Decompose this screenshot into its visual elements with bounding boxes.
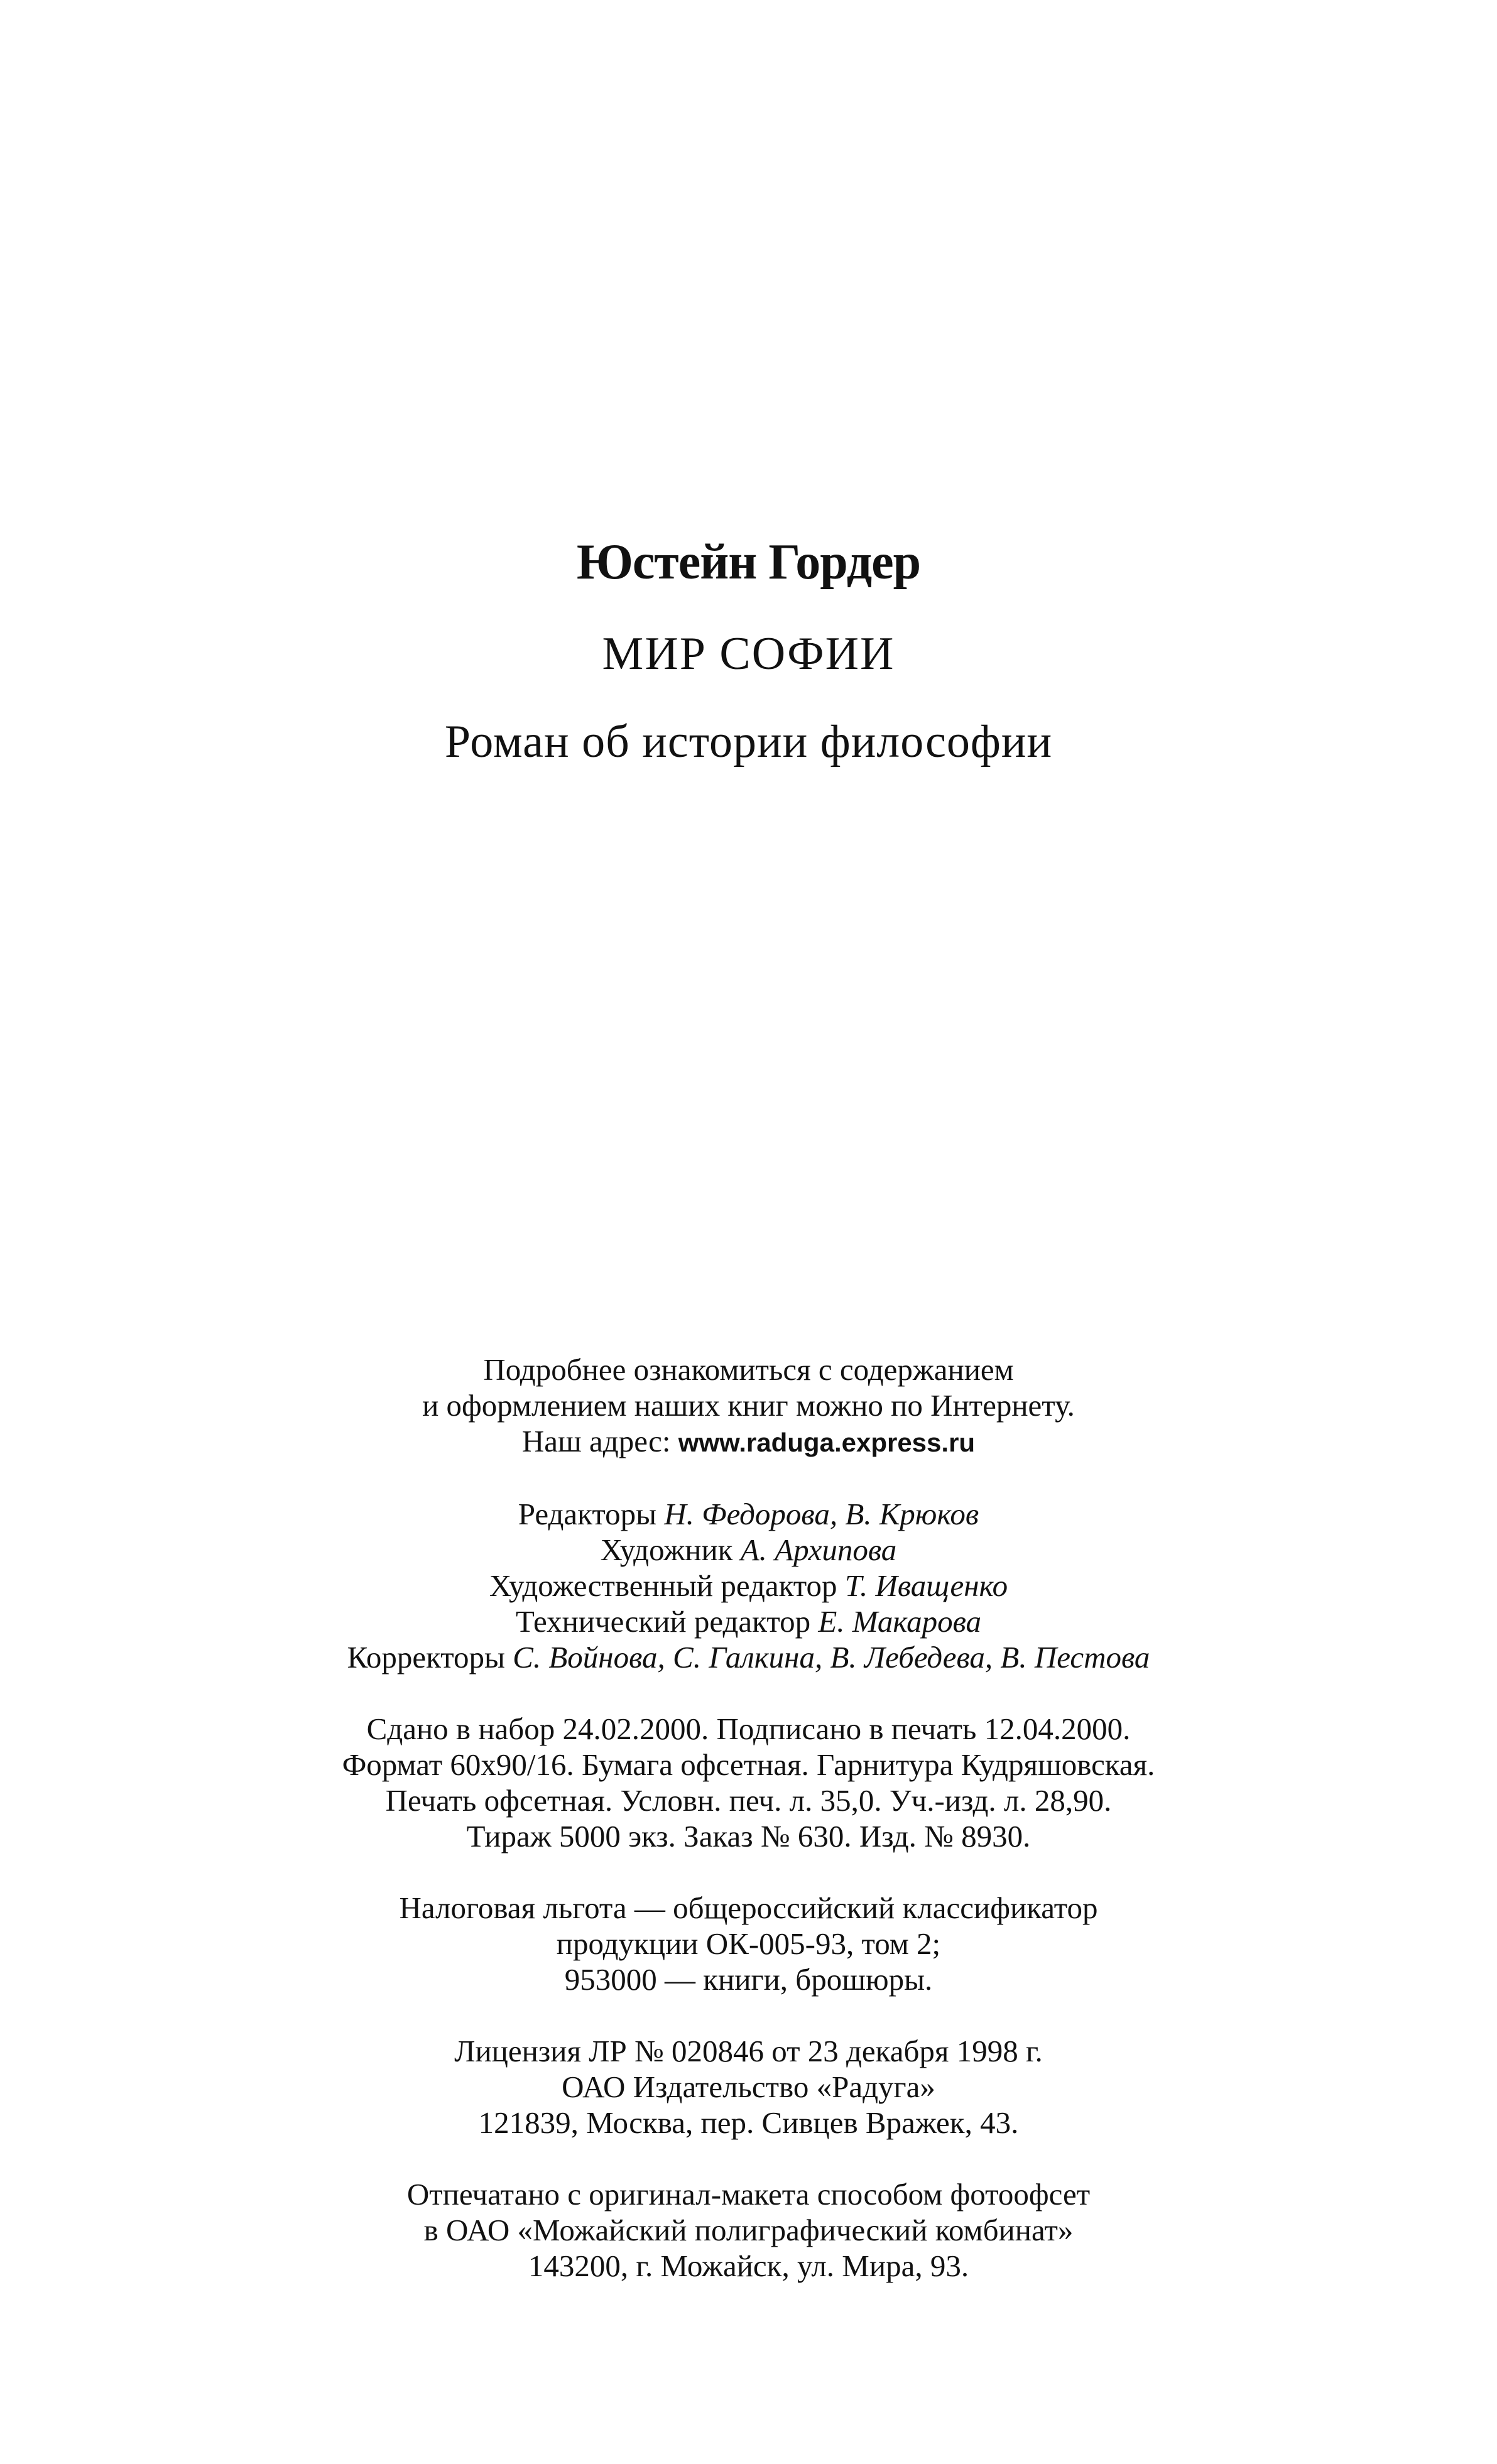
credit-role: Технический редактор	[515, 1604, 811, 1639]
credit-line-proofreaders	[0, 1639, 1497, 1675]
internet-line-2: и оформлением наших книг можно по Интернету.	[422, 1388, 1075, 1423]
internet-info	[0, 1352, 1497, 1460]
print-detail-line: Тираж 5000 экз. Заказ № 630. Изд. № 8930.	[466, 1819, 1031, 1853]
credit-names: А. Архипова	[740, 1533, 897, 1567]
credit-role: Корректоры	[347, 1640, 505, 1674]
author-name: Юстейн Гордер	[576, 535, 921, 590]
credit-names: Е. Макарова	[818, 1604, 982, 1639]
license-line: Лицензия ЛР № 020846 от 23 декабря 1998 г.	[454, 2034, 1043, 2068]
credits	[0, 1496, 1497, 1675]
book-subtitle: Роман об истории философии	[444, 716, 1053, 768]
tax-line: 953000 — книги, брошюры.	[564, 1962, 933, 1997]
website-link[interactable]: www.raduga.express.ru	[678, 1428, 976, 1457]
credit-names: Н. Федорова, В. Крюков	[664, 1497, 979, 1531]
license-info	[0, 2033, 1497, 2141]
credit-line-art-editor	[0, 1568, 1497, 1604]
printer-line: в ОАО «Можайский полиграфический комбинат»	[423, 2213, 1074, 2247]
printer-line: 143200, г. Можайск, ул. Мира, 93.	[528, 2249, 969, 2283]
credit-line-tech-editor	[0, 1604, 1497, 1639]
credit-names: Т. Иващенко	[844, 1568, 1008, 1603]
tax-info	[0, 1890, 1497, 1997]
credit-line-editors	[0, 1496, 1497, 1532]
internet-address-line	[0, 1423, 1497, 1460]
printer-info	[0, 2176, 1497, 2284]
internet-line-1: Подробнее ознакомиться с содержанием	[483, 1352, 1014, 1387]
credit-role: Редакторы	[518, 1497, 657, 1531]
address-label: Наш адрес:	[521, 1424, 671, 1458]
print-detail-line: Печать офсетная. Условн. печ. л. 35,0. Уч.-изд. л. 28,90.	[385, 1783, 1112, 1818]
printer-line: Отпечатано с оригинал-макета способом фотоофсет	[406, 2177, 1091, 2212]
tax-line: Налоговая льгота — общероссийский классификатор	[399, 1891, 1098, 1925]
tax-line: продукции ОК-005-93, том 2;	[556, 1926, 941, 1961]
print-detail-line: Формат 60х90/16. Бумага офсетная. Гарнитура Кудряшовская.	[342, 1747, 1155, 1782]
credit-line-artist	[0, 1532, 1497, 1568]
imprint-block	[0, 1352, 1497, 2320]
print-details	[0, 1711, 1497, 1854]
credit-role: Художественный редактор	[489, 1568, 837, 1603]
title-block	[0, 528, 1497, 776]
book-title: МИР СОФИИ	[602, 628, 895, 680]
credit-names: С. Войнова, С. Галкина, В. Лебедева, В. Пестова	[513, 1640, 1150, 1674]
license-line: 121839, Москва, пер. Сивцев Вражек, 43.	[478, 2105, 1019, 2140]
credit-role: Художник	[600, 1533, 733, 1567]
license-line: ОАО Издательство «Радуга»	[562, 2070, 935, 2104]
print-detail-line: Сдано в набор 24.02.2000. Подписано в печать 12.04.2000.	[366, 1712, 1131, 1746]
